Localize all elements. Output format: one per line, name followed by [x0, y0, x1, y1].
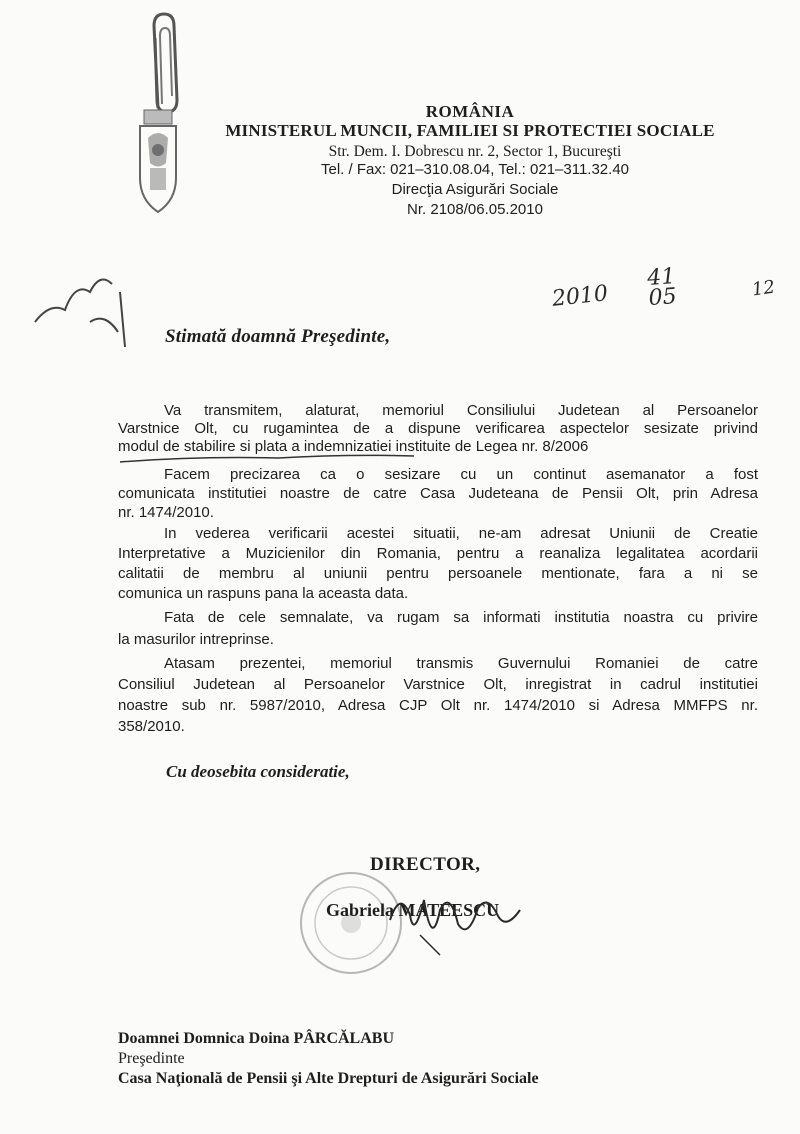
- handwritten-underline: [118, 452, 418, 466]
- body-line: calitatii de membru al uniunii pentru persoanele mentionate, fara a ni se: [118, 565, 758, 582]
- addressee-institution: Casa Naţională de Pensii şi Alte Drepturi de Asigurări Sociale: [118, 1070, 539, 1087]
- body-line: In vederea verificarii acestei situatii, ne-am adresat Uniunii de Creatie: [164, 525, 758, 542]
- paper-clip-icon: [140, 8, 190, 118]
- body-line: Interpretative a Muzicienilor din Romania, pentru a reanaliza legalitatea acordarii: [118, 545, 758, 562]
- salutation: Stimată doamnă Preşedinte,: [165, 326, 391, 347]
- body-line: modul de stabilire si plata a indemnizatiei instituite de Legea nr. 8/2006: [118, 438, 589, 455]
- body-line: comunica un raspuns pana la aceasta data.: [118, 585, 409, 602]
- body-line: nr. 1474/2010.: [118, 504, 214, 521]
- body-line: Varstnice Olt, cu rugamintea de a dispune verificarea aspectelor sesizate privind: [118, 420, 758, 437]
- body-line: Atasam prezentei, memoriul transmis Guvernului Romaniei de catre: [164, 655, 758, 672]
- body-line: Facem precizarea ca o sesizare cu un continut asemanator a fost: [164, 466, 758, 483]
- signature-title: DIRECTOR,: [370, 854, 481, 875]
- addressee-role: Preşedinte: [118, 1050, 185, 1067]
- closing-phrase: Cu deosebita consideratie,: [166, 762, 350, 781]
- body-line: Consiliul Judetean al Persoanelor Varstnice Olt, inregistrat in cadrul institutiei: [118, 676, 758, 693]
- handwritten-date-year: 2010: [550, 281, 610, 312]
- body-line: comunicata institutiei noastre de catre Casa Judeteana de Pensii Olt, prin Adresa: [118, 485, 758, 502]
- handwritten-date-extra: 12: [750, 276, 777, 301]
- handwritten-date-day-month: 41 05: [646, 264, 678, 311]
- header-ministry: MINISTERUL MUNCII, FAMILIEI SI PROTECTIEI SOCIALE: [225, 121, 715, 140]
- header-registration-number: Nr. 2108/06.05.2010: [407, 201, 543, 218]
- signatory-name: Gabriela MATEESCU: [326, 900, 500, 920]
- body-line: noastre sub nr. 5987/2010, Adresa CJP Olt nr. 1474/2010 si Adresa MMFPS nr.: [118, 697, 758, 714]
- header-phone: Tel. / Fax: 021–310.08.04, Tel.: 021–311.32.40: [320, 161, 629, 178]
- body-line: Fata de cele semnalate, va rugam sa informati institutia noastra cu privire: [164, 609, 758, 626]
- handwritten-signature: [380, 880, 530, 960]
- header-address: Str. Dem. I. Dobrescu nr. 2, Sector 1, Bucureşti: [328, 143, 622, 160]
- coat-of-arms-icon: [128, 108, 188, 218]
- body-line: 358/2010.: [118, 718, 185, 735]
- header-department: Direcţia Asigurări Sociale: [391, 181, 559, 198]
- header-country: ROMÂNIA: [425, 102, 515, 121]
- addressee-name: Doamnei Domnica Doina PÂRCĂLABU: [118, 1030, 394, 1047]
- handwritten-registration-mark: [30, 262, 140, 362]
- body-line: la masurilor intreprinse.: [118, 631, 274, 648]
- body-line: Va transmitem, alaturat, memoriul Consiliului Judetean al Persoanelor: [164, 402, 758, 419]
